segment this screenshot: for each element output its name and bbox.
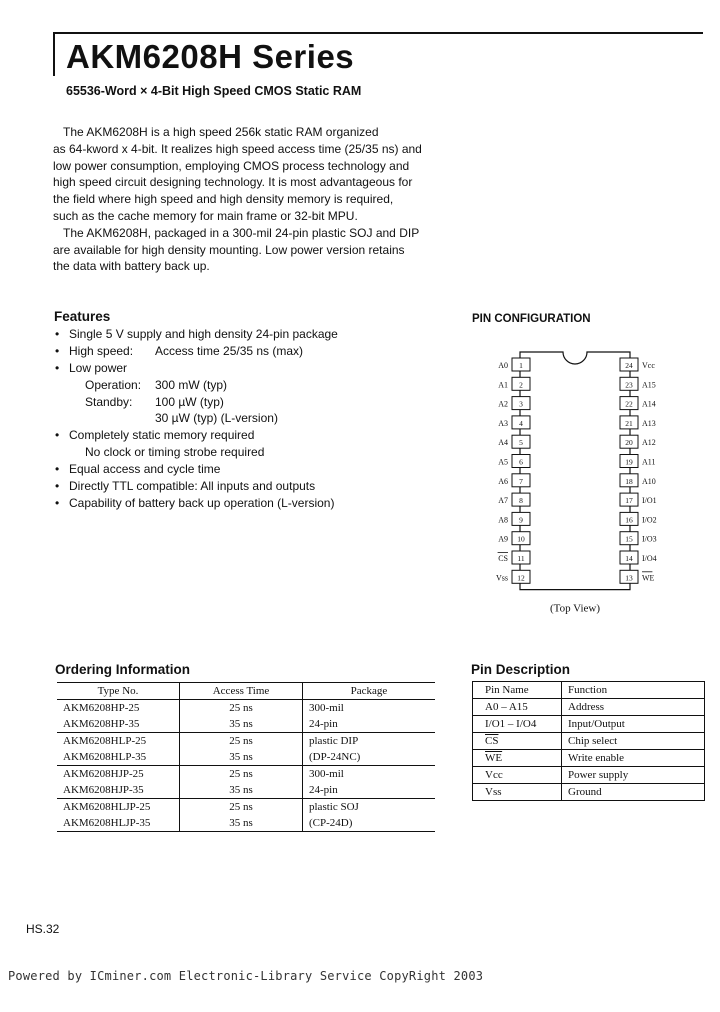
feature-item: • Low power bbox=[55, 360, 128, 375]
feature-item: • Directly TTL compatible: All inputs and outputs bbox=[55, 479, 316, 494]
pin-label: A3 bbox=[498, 418, 508, 428]
feature-item: • High speed: Access time 25/35 ns (max) bbox=[55, 343, 304, 358]
pin-number: 6 bbox=[519, 457, 523, 467]
table-row: AKM6208HLJP-35 35 ns (CP-24D) bbox=[57, 815, 435, 832]
pin-number: 12 bbox=[517, 573, 525, 583]
pin-number: 23 bbox=[625, 380, 633, 390]
pin-number: 13 bbox=[625, 573, 633, 583]
bullet: • bbox=[55, 495, 60, 510]
pin-label: A5 bbox=[498, 457, 508, 467]
bullet: • bbox=[55, 327, 60, 341]
feature-subitem: 30 µW (typ) (L-version) bbox=[155, 411, 278, 426]
intro-line: the data with battery back up. bbox=[53, 259, 210, 274]
pin-number: 5 bbox=[519, 438, 523, 448]
pin-description-heading: Pin Description bbox=[471, 662, 571, 677]
footer-copyright: Powered by ICminer.com Electronic-Library Service CopyRight 2003 bbox=[8, 969, 484, 983]
page-number: HS.32 bbox=[26, 922, 60, 936]
pin-number: 16 bbox=[625, 515, 633, 525]
bullet: • bbox=[55, 428, 60, 443]
column-header: Access Time bbox=[180, 683, 303, 700]
feature-item: • Single 5 V supply and high density 24-pin package bbox=[55, 327, 338, 341]
feature-subitem: Operation: 300 mW (typ) bbox=[85, 377, 228, 392]
ordering-table bbox=[57, 682, 435, 832]
intro-line: low power consumption, employing CMOS process technology and bbox=[53, 158, 410, 173]
pin-label: I/O4 bbox=[642, 554, 657, 563]
pin-label: I/O2 bbox=[642, 515, 657, 525]
pin-description-table bbox=[472, 681, 705, 801]
intro-line: as 64-kword x 4-bit. It realizes high speed access time (25/35 ns) and bbox=[53, 141, 422, 156]
bullet: • bbox=[55, 360, 60, 375]
pin-label: A13 bbox=[642, 418, 656, 428]
column-header: Package bbox=[303, 683, 436, 700]
pin-label: A9 bbox=[498, 534, 508, 544]
bullet: • bbox=[55, 479, 60, 494]
pin-label: A2 bbox=[498, 399, 508, 409]
pin-label: Vss bbox=[495, 573, 508, 583]
features-list bbox=[55, 326, 435, 512]
pin-label: A11 bbox=[642, 457, 656, 467]
pin-label: A0 bbox=[498, 361, 508, 370]
dip-package-outline bbox=[520, 352, 630, 590]
table-row: A0 – A15 Address bbox=[473, 699, 705, 716]
pin-number: 8 bbox=[519, 496, 523, 506]
pin-label: A7 bbox=[498, 496, 508, 506]
pin-label: WE bbox=[642, 573, 655, 583]
pin-label: I/O1 bbox=[642, 496, 657, 506]
pin-label: A4 bbox=[498, 438, 508, 448]
feature-item: • Completely static memory required bbox=[55, 428, 255, 443]
table-row: I/O1 – I/O4 Input/Output bbox=[473, 716, 705, 733]
intro-line: The AKM6208H, packaged in a 300-mil 24-pin plastic SOJ and DIP bbox=[63, 225, 420, 240]
pin-configuration-heading: PIN CONFIGURATION bbox=[472, 313, 591, 325]
intro-line: high speed circuit designing technology. It is most advantageous for bbox=[53, 175, 413, 190]
table-row: AKM6208HP-35 35 ns 24-pin bbox=[57, 716, 435, 733]
pin-number: 1 bbox=[519, 361, 523, 370]
pin-number: 18 bbox=[625, 476, 633, 486]
pin-number: 24 bbox=[625, 361, 633, 370]
intro-line: are available for high density mounting. Low power version retains bbox=[53, 242, 405, 257]
page-subtitle: 65536-Word × 4-Bit High Speed CMOS Static RAM bbox=[66, 84, 362, 98]
pin-label: A14 bbox=[642, 399, 656, 409]
pin-configuration-diagram bbox=[480, 340, 670, 620]
pin-label: A12 bbox=[642, 438, 656, 448]
intro-paragraph bbox=[53, 124, 423, 275]
pin-number: 7 bbox=[519, 476, 523, 486]
table-row: $\overline{WE}$ Write enable bbox=[473, 750, 705, 767]
pin-label: A15 bbox=[642, 380, 656, 390]
pin-label: A1 bbox=[498, 380, 508, 390]
pin-number: 4 bbox=[519, 418, 523, 428]
pin-label: A6 bbox=[498, 476, 508, 486]
table-header-row bbox=[473, 682, 705, 699]
feature-subitem: No clock or timing strobe required bbox=[85, 445, 265, 460]
column-header: Type No. bbox=[57, 683, 180, 700]
table-row: $\overline{CS}$ Chip select bbox=[473, 733, 705, 750]
pin-number: 21 bbox=[625, 418, 633, 428]
page-title: AKM6208H Series bbox=[66, 38, 355, 75]
table-row: Vss Ground bbox=[473, 784, 705, 801]
table-header-row bbox=[57, 683, 435, 700]
top-view-label: (Top View) bbox=[550, 602, 600, 615]
table-row: AKM6208HLJP-25 25 ns plastic SOJ bbox=[57, 799, 435, 816]
bullet: • bbox=[55, 462, 60, 477]
intro-line: The AKM6208H is a high speed 256k static RAM organized bbox=[63, 125, 379, 139]
ordering-heading: Ordering Information bbox=[55, 662, 190, 677]
table-row: AKM6208HP-25 25 ns 300-mil bbox=[57, 700, 435, 717]
intro-line: such as the cache memory for main frame or 32-bit MPU. bbox=[53, 208, 358, 223]
table-row: Vcc Power supply bbox=[473, 767, 705, 784]
table-row: AKM6208HJP-35 35 ns 24-pin bbox=[57, 782, 435, 799]
pin-number: 11 bbox=[517, 554, 525, 563]
bullet: • bbox=[55, 343, 60, 358]
pin-number: 19 bbox=[625, 457, 633, 467]
table-row: AKM6208HLP-25 25 ns plastic DIP bbox=[57, 733, 435, 750]
pin-number: 15 bbox=[625, 534, 633, 544]
column-header: Function bbox=[562, 682, 705, 699]
pin-label: Vcc bbox=[642, 361, 655, 370]
feature-item: • Capability of battery back up operation (L-version) bbox=[55, 495, 335, 510]
pin-number: 14 bbox=[625, 554, 633, 563]
pin-number: 22 bbox=[625, 399, 633, 409]
intro-line: the field where high speed and high density memory is required, bbox=[53, 192, 394, 207]
table-row: AKM6208HLP-35 35 ns (DP-24NC) bbox=[57, 749, 435, 766]
pin-label: I/O3 bbox=[642, 534, 657, 544]
pin-number: 3 bbox=[519, 399, 523, 409]
table-row: AKM6208HJP-25 25 ns 300-mil bbox=[57, 766, 435, 783]
features-heading: Features bbox=[54, 309, 111, 324]
pin-number: 9 bbox=[519, 515, 523, 525]
feature-item: • Equal access and cycle time bbox=[55, 462, 221, 477]
column-header: Pin Name bbox=[473, 682, 562, 699]
pin-label: CS bbox=[498, 554, 508, 563]
pin-number: 10 bbox=[517, 534, 525, 544]
pin-number: 17 bbox=[625, 496, 633, 506]
pin-number: 2 bbox=[519, 380, 523, 390]
pin-label: A10 bbox=[642, 476, 656, 486]
pin-label: A8 bbox=[498, 515, 508, 525]
feature-subitem: Standby: 100 µW (typ) bbox=[85, 394, 224, 409]
pin-number: 20 bbox=[625, 438, 633, 448]
